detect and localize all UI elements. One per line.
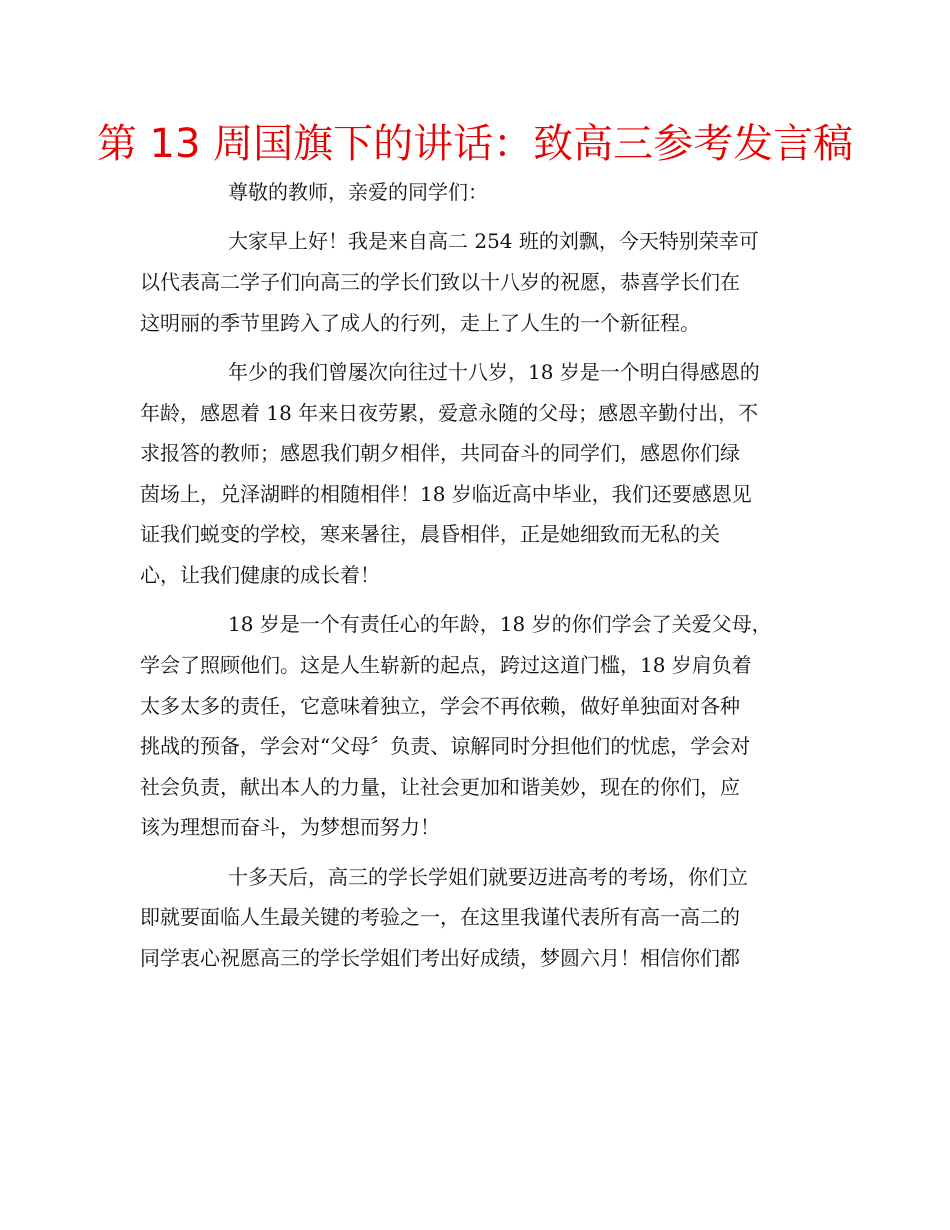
paragraph-line: 即就要面临人生最关键的考验之一，在这里我谨代表所有高一高二的	[140, 905, 740, 930]
salutation: 尊敬的教师，亲爱的同学们：	[228, 180, 488, 204]
paragraph-line: 求报答的教师；感恩我们朝夕相伴，共同奋斗的同学们，感恩你们绿	[140, 441, 740, 466]
paragraph-line: 学会了照顾他们。这是人生崭新的起点，跨过这道门槛，18 岁肩负着	[140, 652, 752, 677]
document-title: 第 13 周国旗下的讲话：致高三参考发言稿	[96, 121, 854, 167]
paragraph-line: 心，让我们健康的成长着！	[140, 562, 380, 587]
paragraph-line: 同学衷心祝愿高三的学长学姐们考出好成绩，梦圆六月！相信你们都	[140, 945, 740, 970]
paragraph-line: 大家早上好！我是来自高二 254 班的刘飘，今天特别荣幸可	[228, 229, 759, 254]
paragraph-line: 这明丽的季节里跨入了成人的行列，走上了人生的一个新征程。	[140, 310, 700, 335]
paragraph-2	[140, 352, 800, 596]
paragraph-line: 太多太多的责任，它意味着独立，学会不再依赖，做好单独面对各种	[140, 693, 740, 718]
paragraph-line: 证我们蜕变的学校，寒来暑往，晨昏相伴，正是她细致而无私的关	[140, 522, 720, 547]
paragraph-line: 年少的我们曾屡次向往过十八岁，18 岁是一个明白得感恩的	[228, 359, 760, 384]
paragraph-line: 挑战的预备，学会对“父母〞负责、谅解同时分担他们的忧虑，学会对	[140, 734, 751, 759]
paragraph-line: 社会负责，献出本人的力量，让社会更加和谐美妙，现在的你们，应	[140, 774, 740, 799]
paragraph-line: 18 岁是一个有责任心的年龄，18 岁的你们学会了关爱父母，	[228, 612, 772, 637]
paragraph-3	[140, 604, 800, 848]
paragraph-1	[140, 221, 800, 343]
paragraph-line: 该为理想而奋斗，为梦想而努力！	[140, 815, 440, 840]
paragraph-4	[140, 857, 800, 979]
paragraph-line: 年龄，感恩着 18 年来日夜劳累，爱意永随的父母；感恩辛勤付出，不	[140, 400, 759, 425]
document-body	[140, 172, 800, 987]
paragraph-line: 茵场上，兑泽湖畔的相随相伴！18 岁临近高中毕业，我们还要感恩见	[140, 481, 752, 506]
paragraph-line: 以代表高二学子们向高三的学长们致以十八岁的祝愿，恭喜学长们在	[140, 269, 740, 294]
paragraph-line: 十多天后，高三的学长学姐们就要迈进高考的考场，你们立	[228, 864, 748, 889]
